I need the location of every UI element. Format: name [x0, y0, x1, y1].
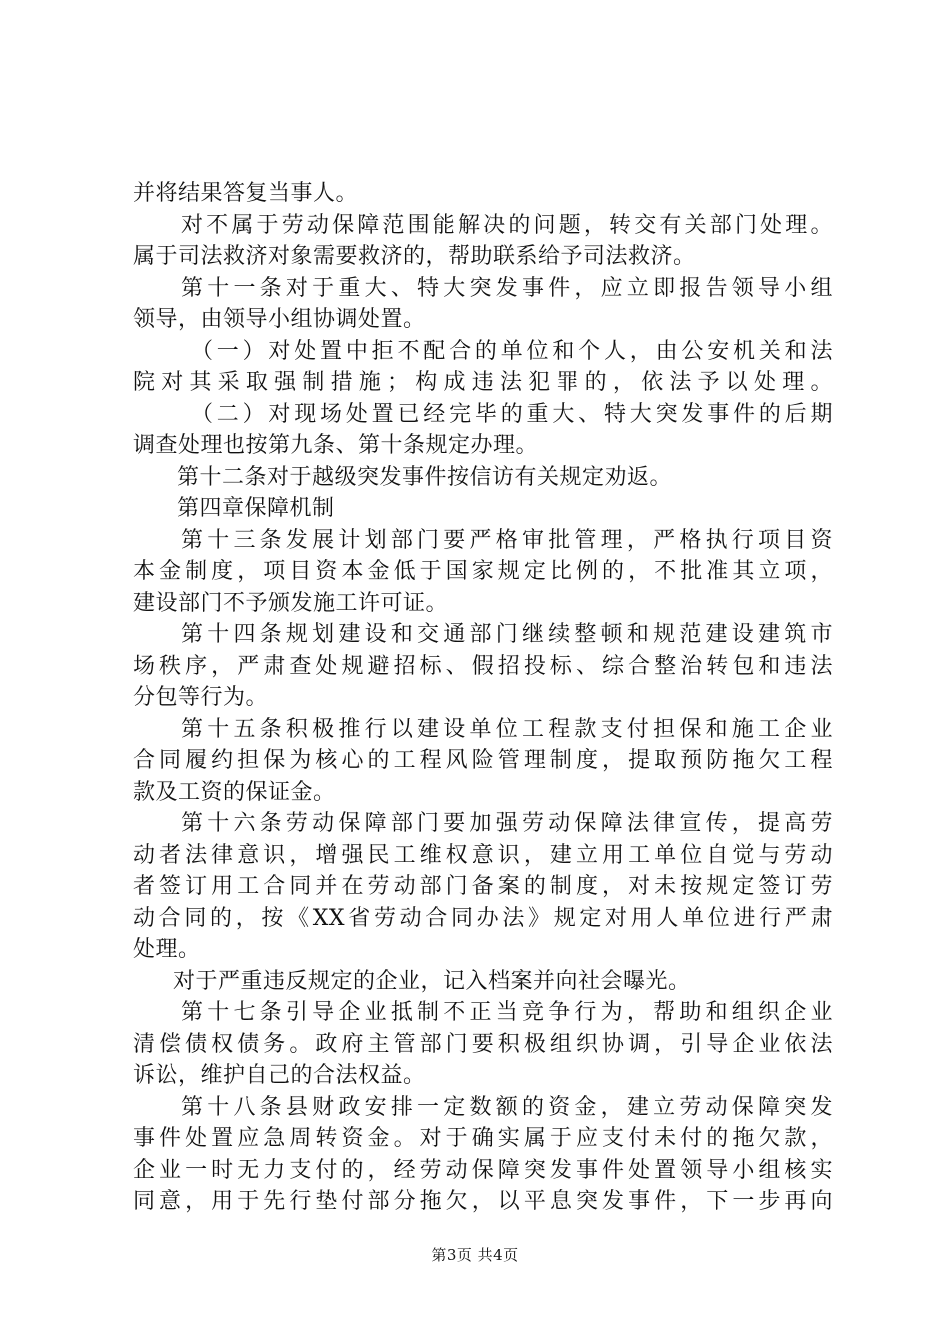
text-line: 领导，由领导小组协调处置。 — [133, 307, 426, 332]
text-line: （二）对现场处置已经完毕的重大、特大突发事件的后期 — [191, 401, 833, 427]
text-line: 第十七条引导企业抵制不正当竞争行为，帮助和组织企业 — [181, 1000, 833, 1025]
text-line: 诉讼，维护自己的合法权益。 — [133, 1063, 426, 1088]
text-line: 第十一条对于重大、特大突发事件，应立即报告领导小组 — [181, 275, 833, 301]
text-line: 属于司法救济对象需要救济的，帮助联系给予司法救济。 — [133, 244, 696, 269]
text-line: 本金制度，项目资本金低于国家规定比例的，不批准其立项， — [133, 559, 833, 584]
text-line: 动合同的，按《XX省劳动合同办法》规定对用人单位进行严肃 — [133, 905, 833, 931]
text-line: 清偿债权债务。政府主管部门要积极组织协调，引导企业依法 — [133, 1031, 833, 1057]
text-line: 第十二条对于越级突发事件按信访有关规定劝返。 — [177, 464, 673, 490]
text-line: 第十五条积极推行以建设单位工程款支付担保和施工企业 — [181, 716, 833, 742]
text-line: 第十六条劳动保障部门要加强劳动保障法律宣传，提高劳 — [181, 811, 833, 836]
text-line: 动者法律意识，增强民工维权意识，建立用工单位自觉与劳动 — [133, 842, 833, 868]
document-body — [133, 178, 833, 1218]
text-line: 建设部门不予颁发施工许可证。 — [133, 590, 449, 616]
text-line: 第十四条规划建设和交通部门继续整顿和规范建设建筑市 — [181, 622, 833, 647]
text-line: 者签订用工合同并在劳动部门备案的制度，对未按规定签订劳 — [133, 874, 833, 899]
text-line: 处理。 — [133, 937, 201, 962]
text-line: 分包等行为。 — [133, 685, 269, 710]
text-line: 并将结果答复当事人。 — [133, 181, 359, 206]
text-line: 调查处理也按第九条、第十条规定办理。 — [133, 433, 539, 458]
text-line: 第十八条县财政安排一定数额的资金，建立劳动保障突发 — [181, 1094, 833, 1120]
text-line: 第十三条发展计划部门要严格审批管理，严格执行项目资 — [181, 527, 833, 553]
text-line: 款及工资的保证金。 — [133, 779, 336, 805]
text-line: （一）对处置中拒不配合的单位和个人，由公安机关和法 — [191, 338, 833, 364]
chapter-heading: 第四章保障机制 — [177, 496, 335, 521]
text-line: 对于严重违反规定的企业，记入档案并向社会曝光。 — [173, 968, 691, 994]
text-line: 同意，用于先行垫付部分拖欠，以平息突发事件，下一步再向 — [133, 1189, 833, 1214]
text-line: 场秩序，严肃查处规避招标、假招投标、综合整治转包和违法 — [133, 653, 833, 679]
text-line: 企业一时无力支付的，经劳动保障突发事件处置领导小组核实 — [133, 1157, 833, 1183]
text-line: 事件处置应急周转资金。对于确实属于应支付未付的拖欠款， — [133, 1126, 833, 1151]
page-footer: 第3页 共4页 — [431, 1246, 519, 1264]
text-line: 对不属于劳动保障范围能解决的问题，转交有关部门处理。 — [181, 212, 833, 238]
text-line: 合同履约担保为核心的工程风险管理制度，提取预防拖欠工程 — [133, 748, 833, 773]
text-line: 院对其采取强制措施；构成违法犯罪的，依法予以处理。 — [133, 370, 833, 395]
